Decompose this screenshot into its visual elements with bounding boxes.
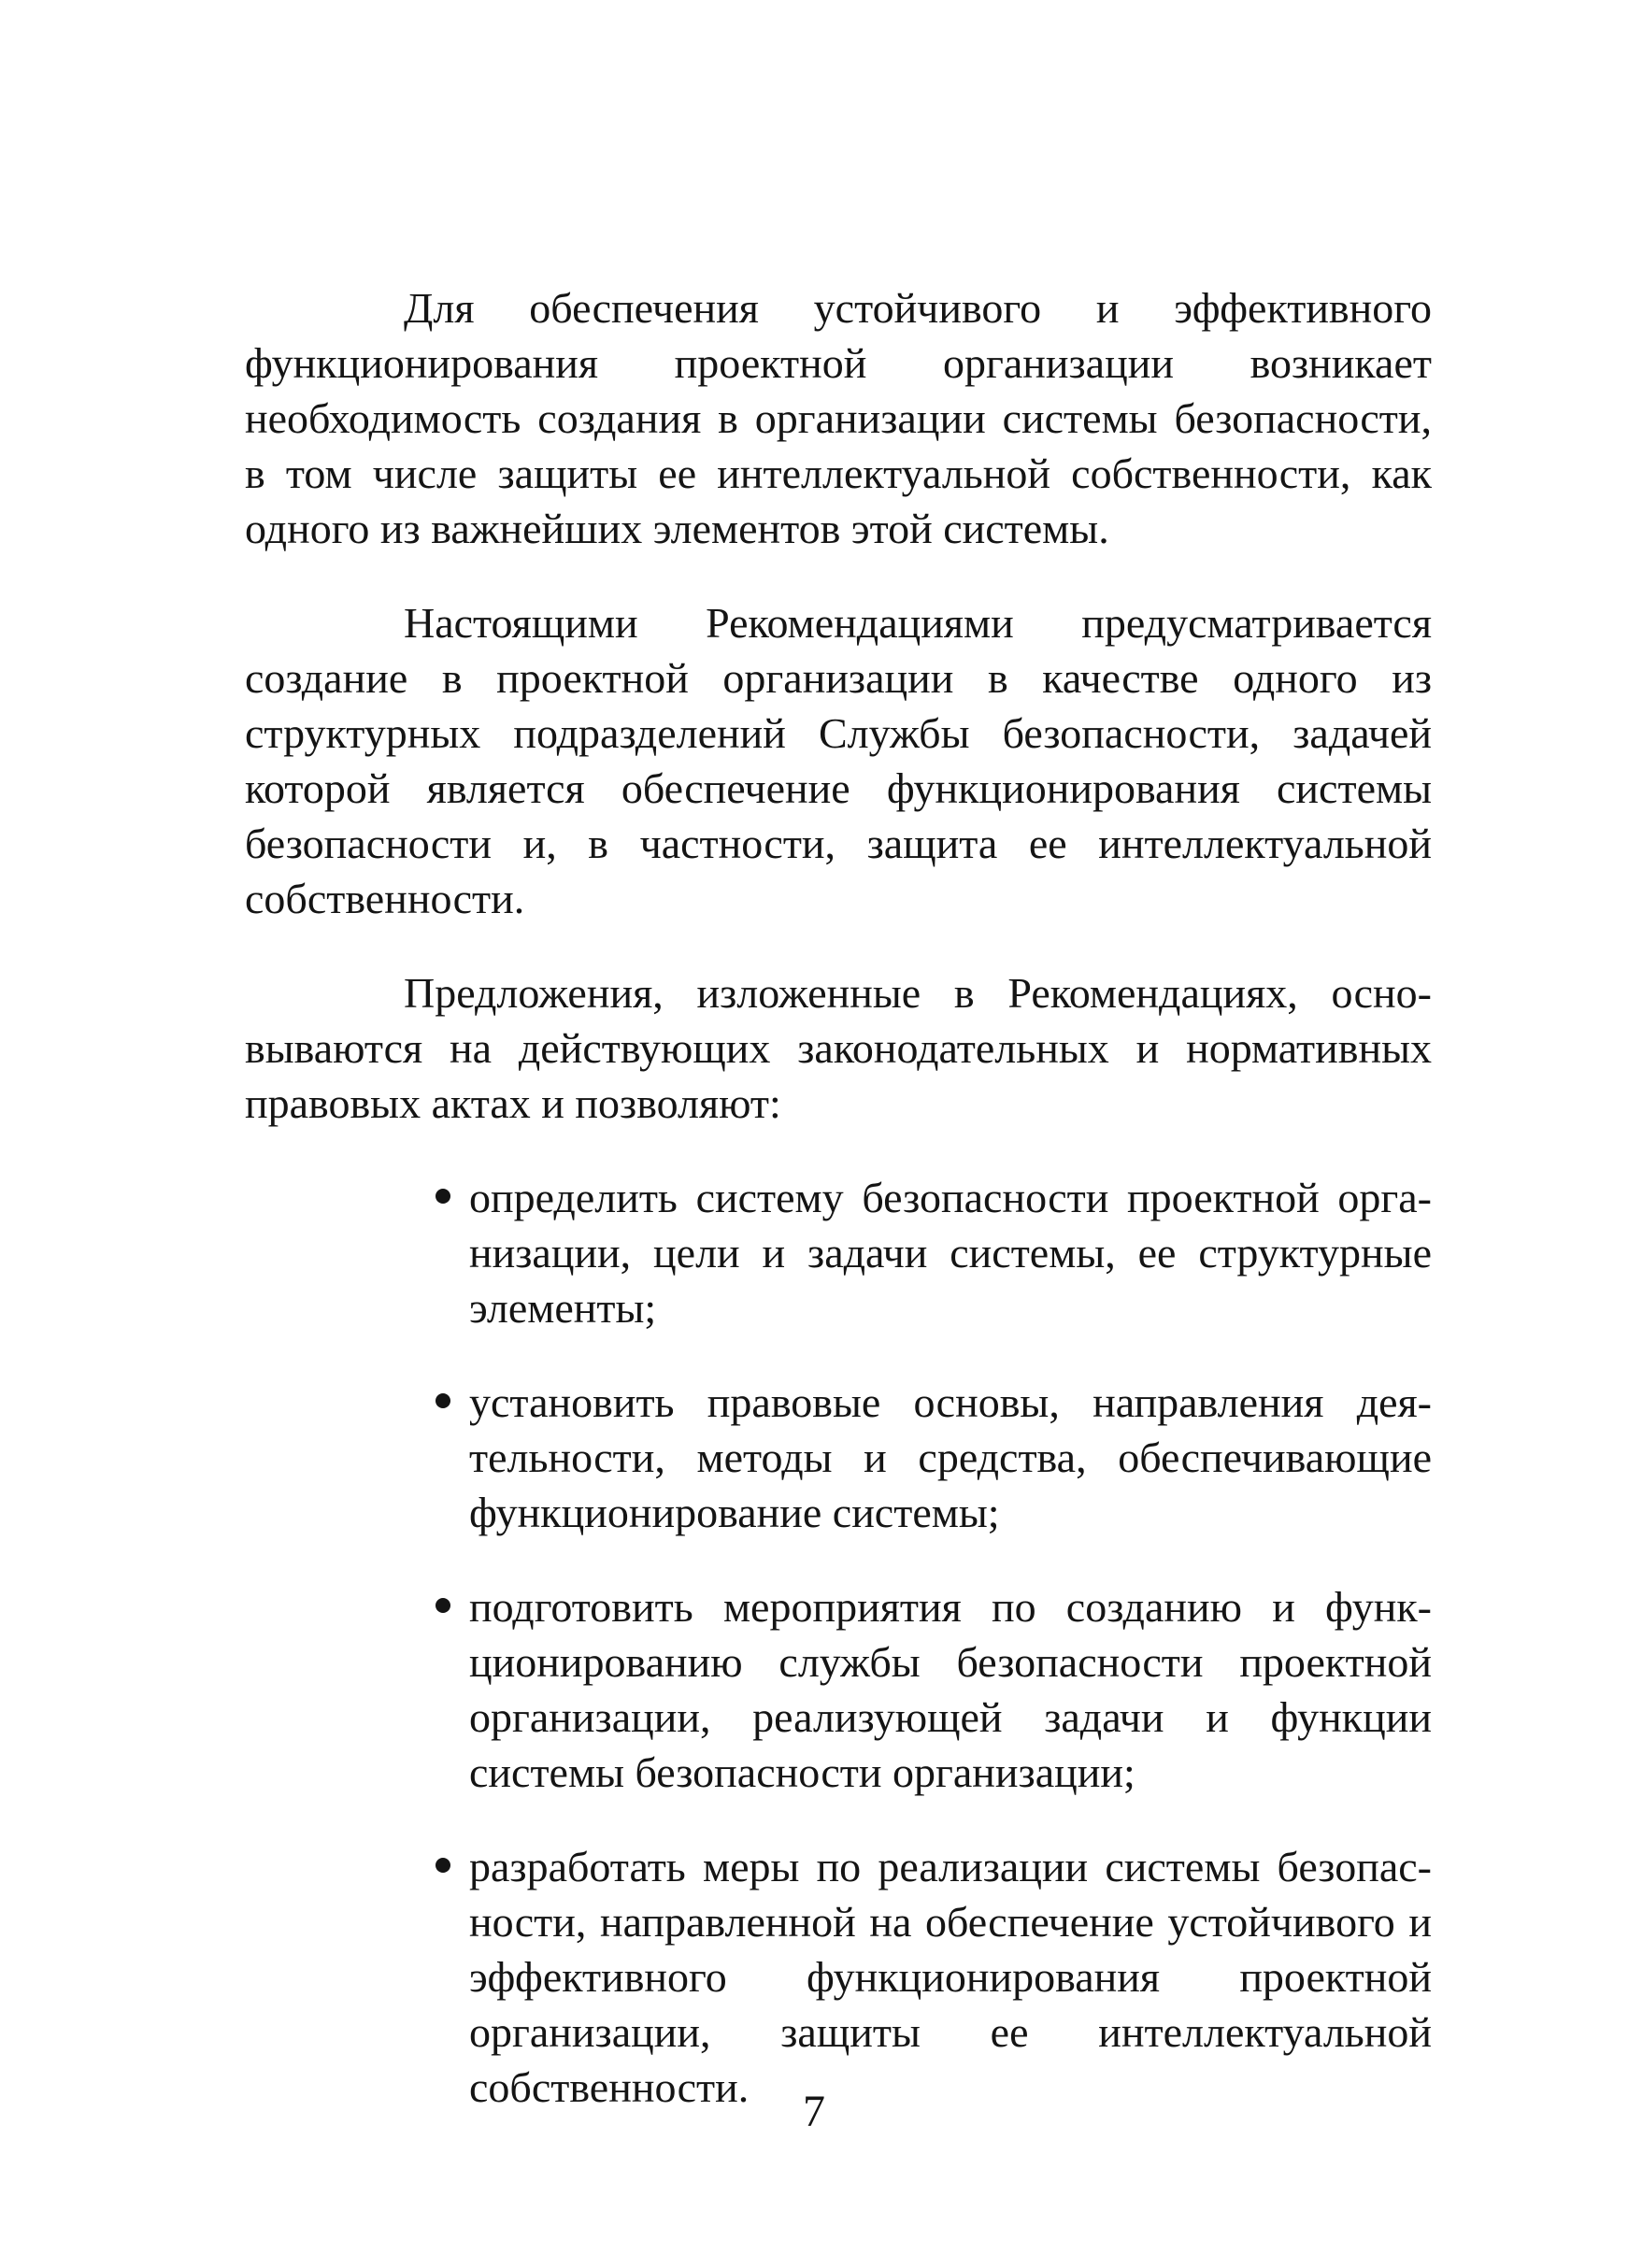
list-item-text: подготовить мероприятия по созданию и функционированию службы безопасности проектной организации, реализующей задачи и функции системы безопасности организации; xyxy=(469,1583,1432,1796)
list-item-text: определить систему безопасности проектной организации, цели и задачи системы, ее структурные элементы; xyxy=(469,1174,1432,1332)
bullet-icon xyxy=(436,1598,450,1613)
list-item xyxy=(432,1170,1432,1335)
document-body xyxy=(245,280,1432,2154)
page-number: 7 xyxy=(803,2087,825,2136)
paragraph-intro: Для обеспечения устойчивого и эффективного функционирования проектной организации возникает необходимость создания в организации системы безопасности, в том числе защиты ее интеллектуальной собственности, как одного из важнейших элементов этой системы. xyxy=(245,284,1432,552)
bullet-icon xyxy=(436,1393,450,1408)
paragraph-proposals: Предложения, изложенные в Рекомендациях, основываются на действующих законодательных и нормативных правовых актах и позволяют: xyxy=(245,969,1432,1127)
bullet-icon xyxy=(436,1858,450,1873)
bullet-icon xyxy=(436,1189,450,1204)
paragraph-recommendations: Настоящими Рекомендациями предусматривается создание в проектной организации в качестве одного из структурных подразделений Службы безопасности, задачей которой является обеспечение функционирования системы безопасности и, в частности, защита ее интеллектуальной собственности. xyxy=(245,599,1432,922)
list-item-text: установить правовые основы, направления деятельности, методы и средства, обеспечивающие функционирование системы; xyxy=(469,1378,1432,1536)
list-item-text: разработать меры по реализации системы безопасности, направленной на обеспечение устойчивого и эффективного функционирования проектной организации, защиты ее интеллектуальной собственности. xyxy=(469,1843,1432,2111)
bullet-list xyxy=(245,1170,1432,2115)
list-item xyxy=(432,1579,1432,1800)
list-item xyxy=(432,1839,1432,2115)
list-item xyxy=(432,1375,1432,1540)
